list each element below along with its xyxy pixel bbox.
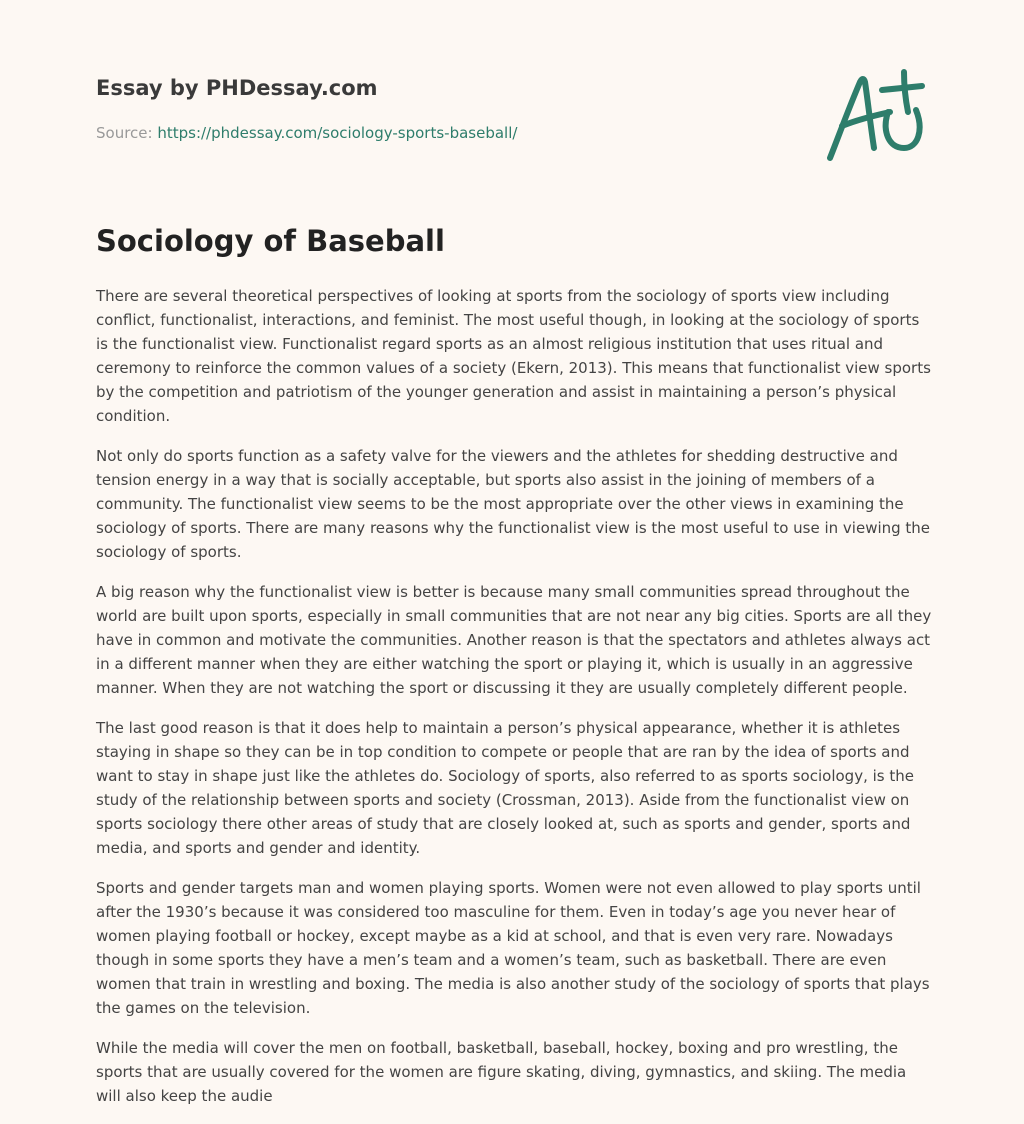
essay-paragraph: Sports and gender targets man and women playing sports. Women were not even allowed to play sports until after the 1930’s because it was considered too masculine for them. Even in today’s age you never hear of women playing football or hockey, except maybe as a kid at school, and that is even very rare. Nowadays though in some sports they have a men’s team and a women’s team, such as basketball. There are even women that train in wrestling and boxing. The media is also another study of the sociology of sports that plays the games on the television. (96, 879, 930, 1017)
site-brand: Essay by PHDessay.com (96, 76, 378, 100)
essay-paragraph: The last good reason is that it does help to maintain a person’s physical appearance, whether it is athletes staying in shape so they can be in top condition to compete or people that are ran by the idea of sports and want to stay in shape just like the athletes do. Sociology of sports, also referred to as sports sociology, is the study of the relationship between sports and society (Crossman, 2013). Aside from the functionalist view on sports sociology there other areas of study that are closely looked at, such as sports and gender, sports and media, and sports and gender and identity. (96, 719, 914, 857)
source-label: Source: (96, 124, 158, 142)
a-plus-logo-icon (824, 68, 928, 166)
essay-paragraph: While the media will cover the men on football, basketball, baseball, hockey, boxing and pro wrestling, the sports that are usually covered for the women are figure skating, diving, gymnastics, and skiing. The media will also keep the audie (96, 1039, 907, 1105)
essay-paragraph: A big reason why the functionalist view is better is because many small communities spread throughout the world are built upon sports, especially in small communities that are not near any big cities. Sports are all they have in common and motivate the communities. Another reason is that the spectators and athletes always act in a different manner when they are either watching the sport or playing it, which is usually in an aggressive manner. When they are not watching the sport or discussing it they are usually completely different people. (96, 583, 932, 697)
essay-body (96, 284, 932, 1124)
source-line (96, 124, 517, 142)
essay-paragraph: Not only do sports function as a safety valve for the viewers and the athletes for shedding destructive and tension energy in a way that is socially acceptable, but sports also assist in the joining of members of a community. The functionalist view seems to be the most appropriate over the other views in examining the sociology of sports. There are many reasons why the functionalist view is the most useful to use in viewing the sociology of sports. (96, 447, 931, 561)
essay-title: Sociology of Baseball (96, 224, 445, 258)
essay-paragraph: There are several theoretical perspectives of looking at sports from the sociology of sports view including conflict, functionalist, interactions, and feminist. The most useful though, in looking at the sociology of sports is the functionalist view. Functionalist regard sports as an almost religious institution that uses ritual and ceremony to reinforce the common values of a society (Ekern, 2013). This means that functionalist view sports by the competition and patriotism of the younger generation and assist in maintaining a person’s physical condition. (96, 287, 931, 425)
source-link[interactable]: https://phdessay.com/sociology-sports-baseball/ (157, 124, 518, 142)
